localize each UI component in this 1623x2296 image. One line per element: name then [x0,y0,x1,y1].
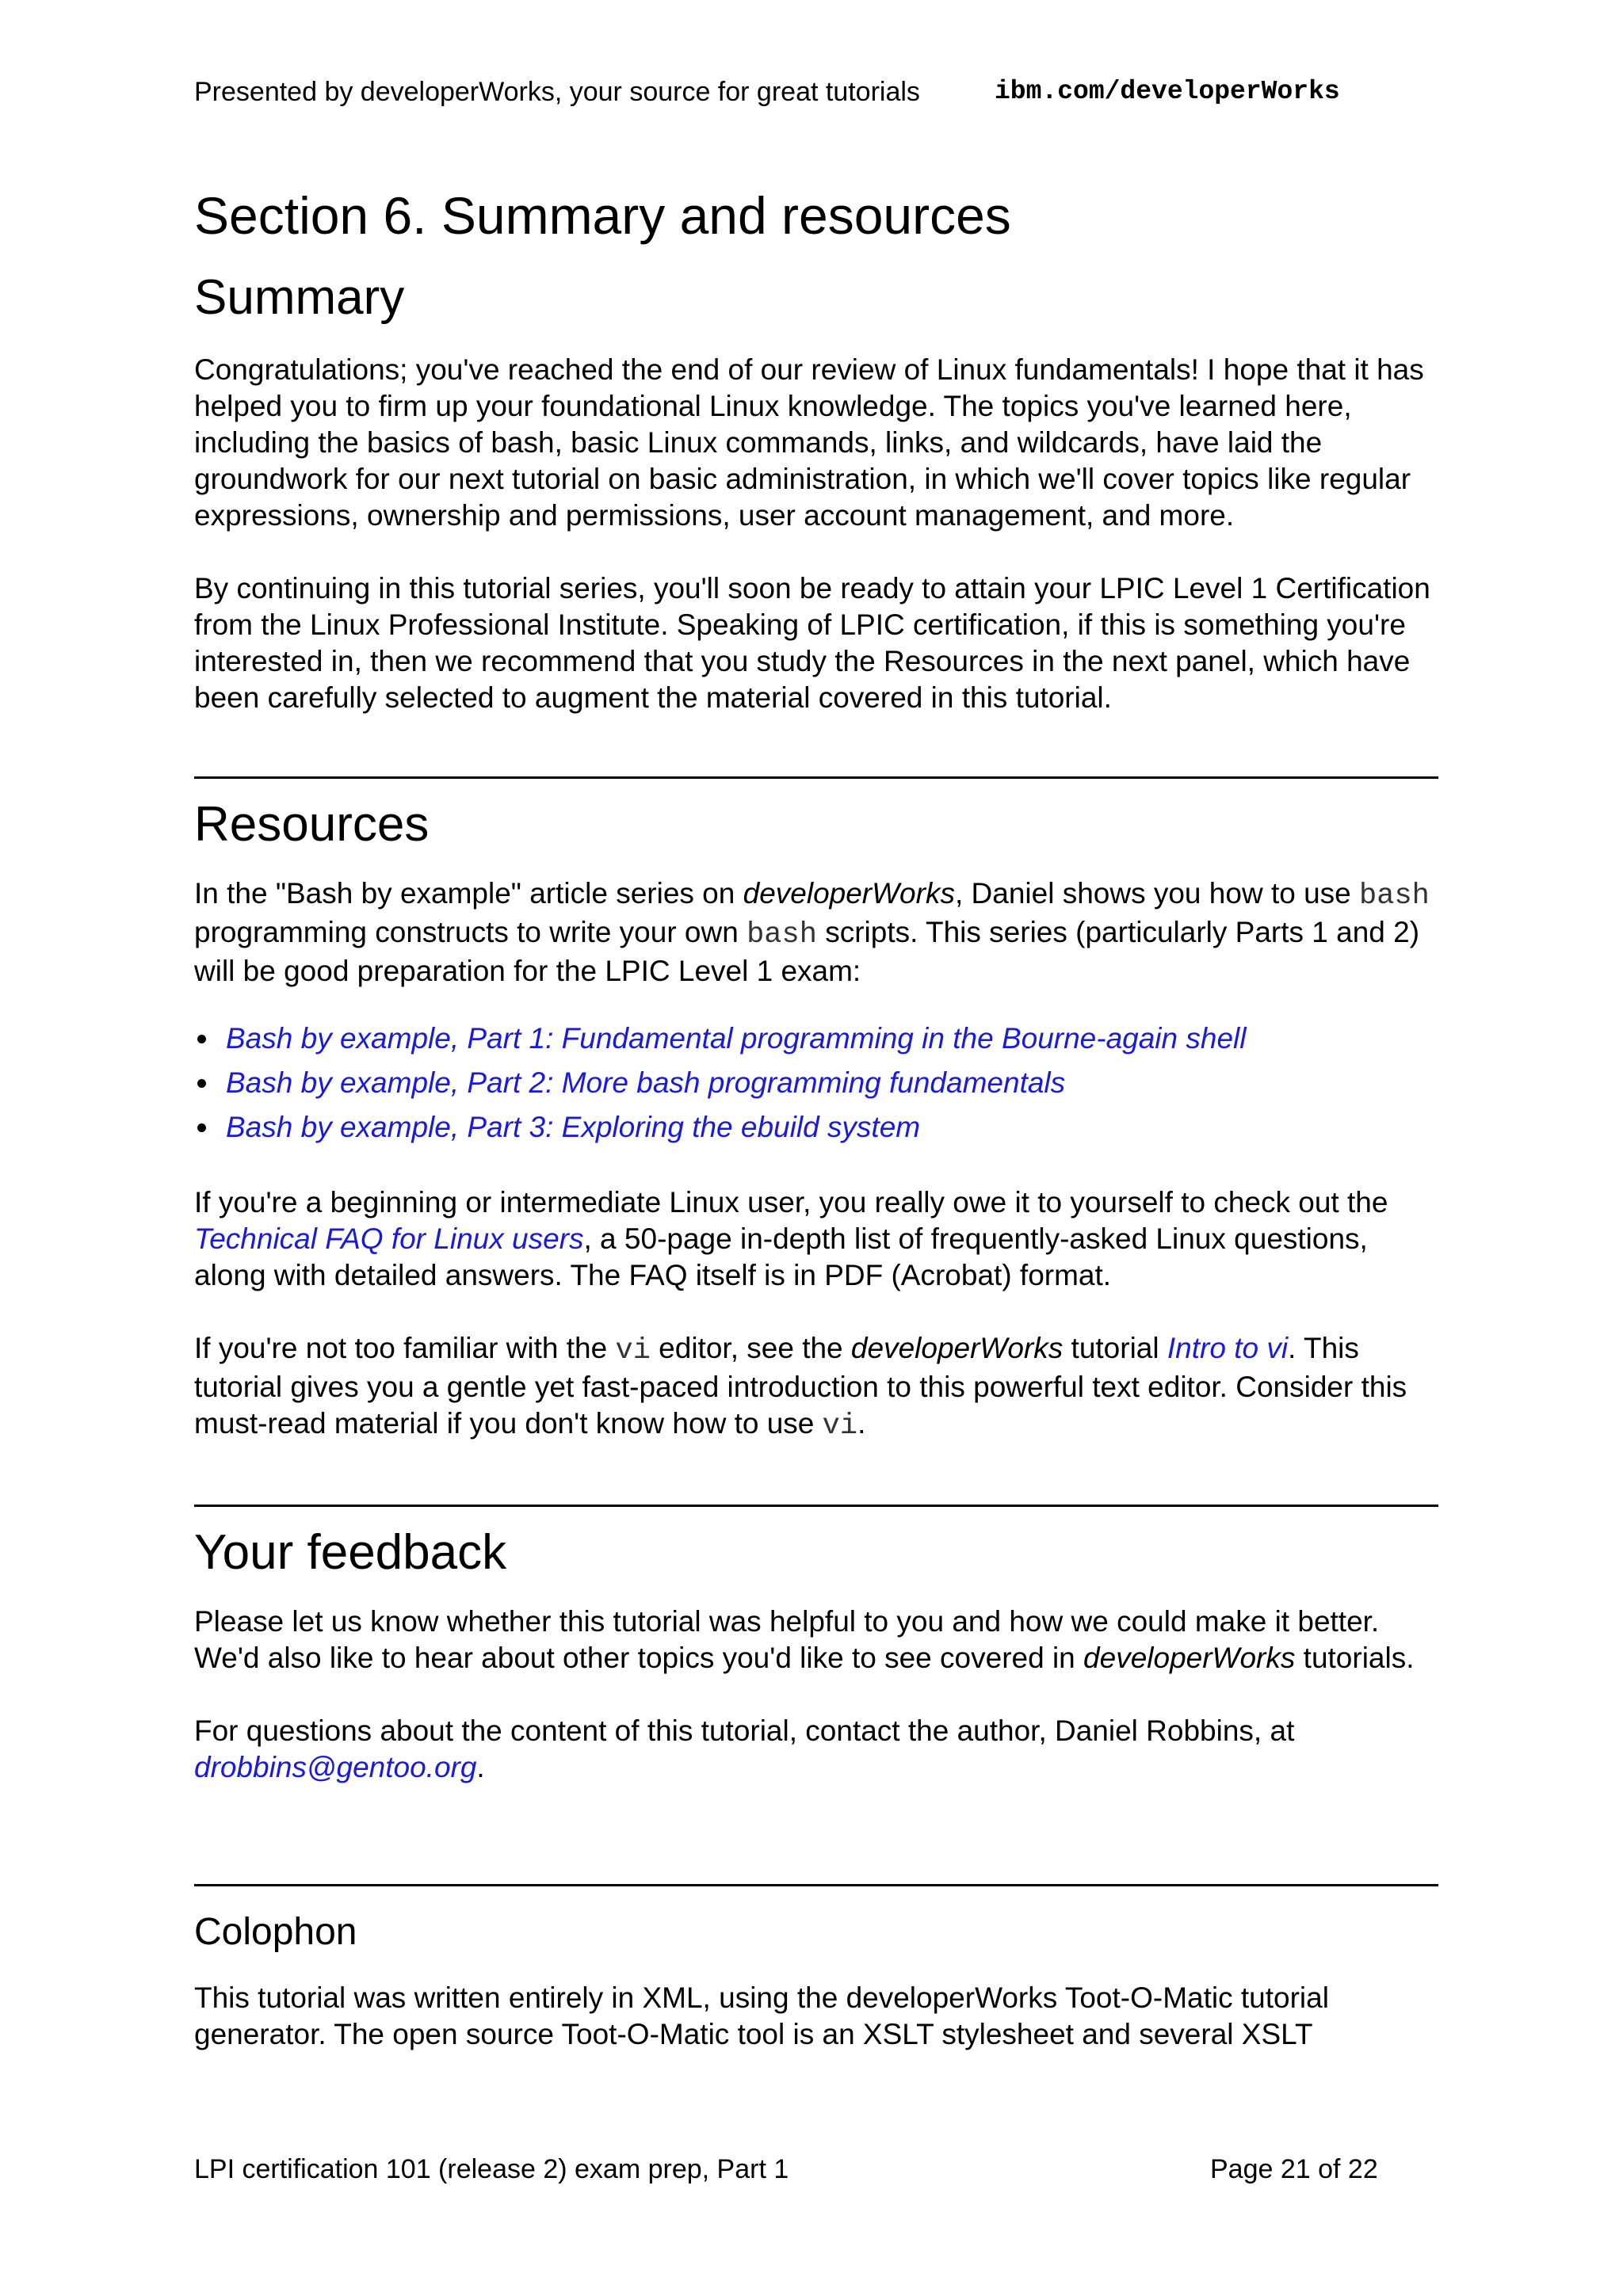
section-divider [194,1505,1438,1507]
feedback-paragraph-1: Please let us know whether this tutorial was helpful to you and how we could make it better. We'd also like to hear about other topics you'd like to see covered in developerWorks tutorials. [194,1605,1415,1674]
list-item [194,1105,1438,1150]
faq-paragraph: If you're a beginning or intermediate Linux user, you really owe it to yourself to check out the Technical FAQ for Linux users, a 50-page in-depth list of frequently-asked Linux questions, along with detailed answers. The FAQ itself is in PDF (Acrobat) format. [194,1186,1388,1291]
bullet-icon [197,1123,206,1132]
summary-paragraph-1: Congratulations; you've reached the end of our review of Linux fundamentals! I hope that it has helped you to firm up your foundational Linux knowledge. The topics you've learned here, including the basics of bash, basic Linux commands, links, and wildcards, have laid the groundwork for our next tutorial on basic administration, in which we'll cover topics like regular expressions, ownership and permissions, user account management, and more. [194,353,1424,532]
header-site-url[interactable]: ibm.com/developerWorks [995,77,1340,106]
section-divider [194,1884,1438,1886]
footer-page-number: Page 21 of 22 [1210,2154,1378,2184]
page-content [194,184,1438,2053]
section-title: Section 6. Summary and resources [194,186,1011,245]
feedback-heading: Your feedback [194,1525,507,1580]
header-tagline: Presented by developerWorks, your source for great tutorials [194,77,920,107]
resources-intro: In the "Bash by example" article series on developerWorks, Daniel shows you how to use bash programming constructs to write your own bash scripts. This series (particularly Parts 1 and 2) will be good preparation for the LPIC Level 1 exam: [194,877,1430,987]
section-divider [194,776,1438,779]
code-bash: bash [1359,879,1430,913]
bash-part2-link[interactable]: Bash by example, Part 2: More bash programming fundamentals [226,1066,1066,1099]
bullet-icon [197,1079,206,1088]
bash-part3-link[interactable]: Bash by example, Part 3: Exploring the ebuild system [226,1111,921,1143]
list-item [194,1016,1438,1061]
bash-part1-link[interactable]: Bash by example, Part 1: Fundamental programming in the Bourne-again shell [226,1022,1247,1055]
code-vi: vi [615,1334,651,1367]
feedback-paragraph-2: For questions about the content of this tutorial, contact the author, Daniel Robbins, at drobbins@gentoo.org. [194,1714,1295,1783]
code-bash: bash [747,918,817,952]
list-item [194,1061,1438,1105]
summary-heading: Summary [194,270,405,325]
vi-paragraph: If you're not too familiar with the vi editor, see the developerWorks tutorial Intro to vi. This tutorial gives you a gentle yet fast-paced introduction to this powerful text editor. Consider this must-read material if you don't know how to use vi. [194,1332,1407,1443]
colophon-paragraph: This tutorial was written entirely in XML, using the developerWorks Toot-O-Matic tutorial generator. The open source Toot-O-Matic tool is an XSLT stylesheet and several XSLT [194,1981,1329,2050]
summary-paragraph-2: By continuing in this tutorial series, you'll soon be ready to attain your LPIC Level 1 Certification from the Linux Professional Institute. Speaking of LPIC certification, if this is something you're interested in, then we recommend that you study the Resources in the next panel, which have been carefully selected to augment the material covered in this tutorial. [194,572,1430,714]
code-vi: vi [822,1409,858,1443]
resources-heading: Resources [194,797,430,852]
author-email-link[interactable]: drobbins@gentoo.org [194,1751,477,1783]
colophon-heading: Colophon [194,1911,357,1953]
intro-to-vi-link[interactable]: Intro to vi [1167,1332,1289,1364]
bullet-icon [197,1035,206,1043]
footer-document-title: LPI certification 101 (release 2) exam prep, Part 1 [194,2154,789,2184]
bash-article-list [194,1016,1438,1150]
technical-faq-link[interactable]: Technical FAQ for Linux users [194,1222,584,1255]
